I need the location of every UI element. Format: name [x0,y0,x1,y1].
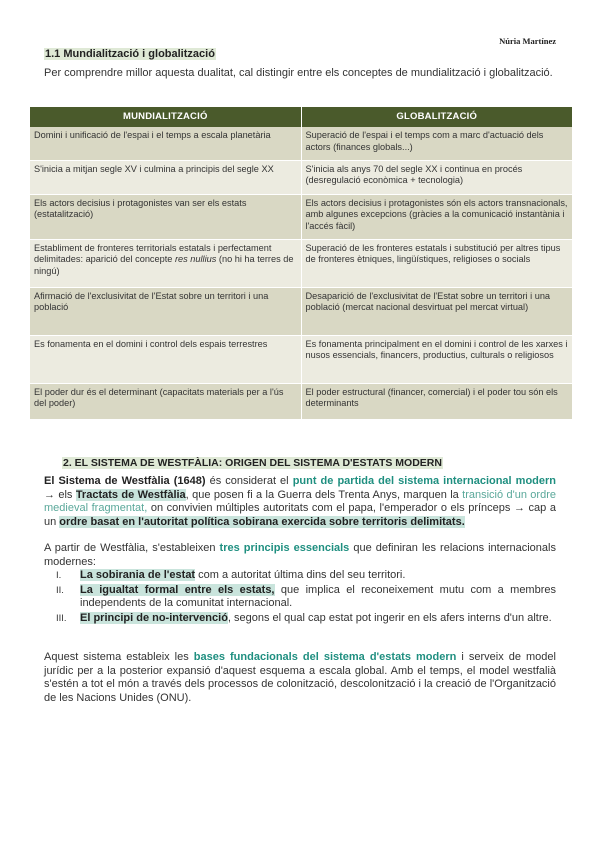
table-row [30,383,572,419]
res-nullius-term: res nullius [174,254,217,265]
table-cell: Superació de l'espai i el temps com a marc d'actuació dels actors (finances globals...) [301,127,572,160]
principle-title: El principi de no-intervenció [80,611,228,624]
table-cell: Els actors decisius i protagonistes van ser els estats (estatalització) [30,194,301,239]
table-cell: S'inicia a mitjan segle XV i culmina a principis del segle XX [30,160,301,194]
foundational-bases-highlight: bases fundacionals del sistema d'estats modern [193,651,457,663]
text-span: → els [44,488,76,501]
table-cell: Els actors decisius i protagonistes són els actors transnacionals, amb algunes excepcions (gràcies a la comunicació instantània i l'accés fàcil) [301,194,572,239]
section-title-2: 2. EL SISTEMA DE WESTFÀLIA: ORIGEN DEL SISTEMA D'ESTATS MODERN [63,457,442,469]
table-cell: Afirmació de l'exclusivitat de l'Estat sobre un territori i una població [30,287,301,335]
list-number: III. [56,612,67,624]
medieval-transition-text: transició d'un ordre medieval fragmentat, [44,488,556,515]
table-row [30,239,572,287]
table-cell: Domini i unificació de l'espai i el temps a escala planetària [30,127,301,160]
table-row [30,287,572,335]
table-cell [30,239,301,287]
principle-text: com a autoritat última dins del seu territori. [195,569,406,581]
table-cell: Es fonamenta principalment en el domini i control de les xarxes i nusos essencials, financers, productius, culturals o religiosos [301,335,572,383]
text-span: Aquest sistema estableix les [44,651,194,663]
table-header-row [30,107,572,127]
text-span: que definiran les relacions internacionals modernes: [44,542,556,568]
intro-paragraph: Per comprendre millor aquesta dualitat, cal distingir entre els conceptes de mundialització i globalització. [44,67,553,79]
table-cell: El poder dur és el determinant (capacitats materials per a l'ús del poder) [30,383,301,419]
table-row [30,160,572,194]
table-row [30,194,572,239]
table-cell: Superació de les fronteres estatals i substitució per altres tipus de fronteres ètniques, lingüístiques, religioses o socials [301,239,572,287]
principles-list [44,569,556,626]
text-span: on convivien múltiples autoritats com el papa, l'emperador o els prínceps → cap a un [44,502,556,528]
list-number: II. [56,584,64,596]
header-globalitzacio: GLOBALITZACIÓ [301,107,572,127]
comparison-table [30,107,572,420]
westfalia-system-term: El Sistema de Westfàlia (1648) [44,475,206,487]
list-item [44,569,556,583]
conclusion-paragraph [44,651,556,705]
principle-title: La sobirania de l'estat [80,569,196,581]
list-item [44,584,556,611]
section-title-1-1: 1.1 Mundialització i globalització [45,48,215,60]
text-span: és considerat el [205,475,293,487]
starting-point-highlight: punt de partida del sistema internacional modern [292,475,556,487]
list-number: I. [56,570,62,581]
list-item [44,612,556,626]
author-name: Núria Martínez [499,36,556,46]
principle-title: La igualtat formal entre els estats, [80,583,275,596]
principle-text: que implica el reconeixement mutu com a membres independents de la comunitat internacional. [80,583,556,610]
table-cell: El poder estructural (financer, comercial) i el poder tou són els determinants [301,383,572,419]
principle-text: , segons el qual cap estat pot ingerir en els afers interns d'un altre. [227,611,552,624]
header-mundialitzacio: MUNDIALITZACIÓ [30,107,301,127]
treaties-highlight: Tractats de Westfàlia [75,488,186,501]
text-span: A partir de Westfàlia, s'estableixen [44,542,220,554]
table-row [30,335,572,383]
principles-intro [44,542,556,569]
table-cell: Es fonamenta en el domini i control dels espais terrestres [30,335,301,383]
text-span: i serveix de model jurídic per a la posterior expansió d'aquest esquema a escala global. Amb el temps, el model westfalià s'estén a tot el món a través dels processos de colonització, descolonització i la creació de l'Organització de les Nacions Unides (ONU). [44,651,556,704]
table-cell-tail: (no hi ha terres de ningú) [34,254,294,276]
table-cell: S'inicia als anys 70 del segle XX i continua en procés (desregulació econòmica + tecnologia) [301,160,572,194]
westfalia-paragraph [44,475,556,529]
text-span: , que posen fi a la Guerra dels Trenta Anys, marquen la [185,488,463,501]
sovereign-order-highlight: ordre basat en l'autoritat política sobirana exercida sobre territoris delimitats. [59,515,465,528]
table-row [30,127,572,160]
table-cell-text: Establiment de fronteres territorials estatals i perfectament delimitades: aparició del concepte [34,242,272,265]
three-principles-highlight: tres principis essencials [219,542,350,554]
table-cell: Desaparició de l'exclusivitat de l'Estat sobre un territori i una població (mercat nacional desvirtuat pel mercat virtual) [301,287,572,335]
